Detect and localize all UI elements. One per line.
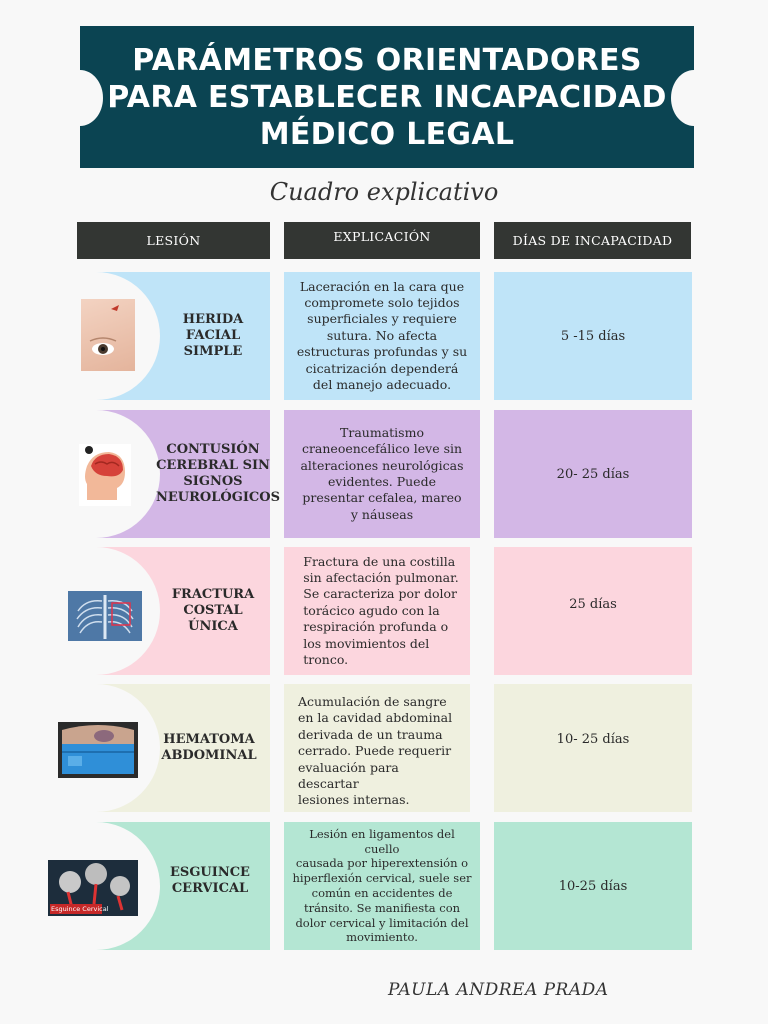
explanation-line: lesiones internas. bbox=[298, 792, 410, 808]
image-caption: Esguince Cervical bbox=[51, 905, 109, 913]
days-cell bbox=[494, 822, 692, 950]
explanation-line: Acumulación de sangre bbox=[298, 694, 447, 709]
explanation-line: común en accidentes de bbox=[311, 886, 453, 900]
lesion-cell bbox=[80, 272, 270, 400]
banner-notch-right bbox=[671, 70, 717, 126]
lesion-name bbox=[160, 732, 258, 764]
lesion-name-line: SIGNOS bbox=[183, 474, 243, 489]
explanation-line: alteraciones neurológicas bbox=[300, 457, 464, 473]
days-cell bbox=[494, 684, 692, 812]
explanation-line: y náuseas bbox=[350, 506, 414, 522]
explanation-line: tránsito. Se manifiesta con bbox=[303, 900, 461, 915]
days-value: 10- 25 días bbox=[556, 732, 630, 747]
lesion-name bbox=[170, 587, 256, 635]
days-cell bbox=[494, 547, 692, 675]
lesion-name-line: SIMPLE bbox=[183, 344, 243, 359]
explanation-line: cerrado. Puede requerir bbox=[298, 743, 452, 759]
explanation-cell bbox=[284, 822, 480, 950]
lesion-name bbox=[170, 312, 256, 360]
chest-xray-image bbox=[68, 591, 142, 641]
explanation-line: torácico agudo con la bbox=[303, 602, 440, 618]
lesion-cell bbox=[80, 410, 280, 538]
explanation-line: causada por hiperextensión o bbox=[295, 856, 469, 871]
explanation-line: estructuras profundas y su bbox=[296, 344, 468, 360]
explanation-line: sutura. No afecta bbox=[326, 327, 438, 343]
days-value: 5 -15 días bbox=[560, 328, 626, 344]
subtitle: Cuadro explicativo bbox=[269, 178, 499, 206]
explanation-line: compromete solo tejidos bbox=[304, 294, 460, 310]
lesion-name-line: FACIAL bbox=[185, 328, 241, 343]
explanation-line: Traumatismo bbox=[340, 424, 424, 440]
explanation-line: los movimientos del bbox=[303, 635, 430, 651]
explanation-line: presentar cefalea, mareo bbox=[302, 490, 462, 506]
face-wound-image bbox=[81, 299, 135, 371]
lesion-name-line: CONTUSIÓN bbox=[166, 442, 260, 457]
explanation-cell bbox=[284, 547, 470, 675]
explanation-line: dolor cervical y limitación del bbox=[295, 915, 469, 930]
explanation-line: Fractura de una costilla bbox=[303, 553, 456, 569]
lesion-name-line: COSTAL bbox=[183, 603, 243, 618]
explanation-line: respiración profunda o bbox=[303, 619, 449, 635]
lesion-name bbox=[164, 865, 256, 897]
explanation-line: hiperflexión cervical, suele ser bbox=[292, 871, 472, 886]
lesion-name-line: HERIDA bbox=[182, 312, 244, 327]
lesion-cell bbox=[80, 547, 270, 675]
banner-notch-left bbox=[57, 70, 103, 126]
title-banner bbox=[80, 26, 694, 168]
explanation-line: cicatrización dependerá bbox=[305, 360, 459, 376]
title-line-1: PARÁMETROS ORIENTADORES bbox=[132, 42, 642, 78]
explanation-line: derivada de un trauma bbox=[298, 726, 443, 742]
lesion-cell bbox=[51, 822, 270, 950]
explanation-cell bbox=[284, 684, 470, 812]
days-value: 20- 25 días bbox=[556, 466, 630, 482]
days-value: 25 días bbox=[569, 597, 617, 612]
cervical-sprain-image bbox=[48, 860, 138, 916]
lesion-name-line: ÚNICA bbox=[188, 619, 238, 634]
explanation-line: Lesión en ligamentos del cuello bbox=[309, 826, 455, 856]
lesion-name-line: NEUROLÓGICOS bbox=[156, 490, 280, 505]
lesion-name-line: CERVICAL bbox=[171, 881, 249, 896]
explanation-line: evidentes. Puede bbox=[328, 474, 436, 489]
explanation-line: en la cavidad abdominal bbox=[298, 710, 453, 726]
lesion-cell bbox=[80, 684, 270, 812]
lesion-name bbox=[156, 442, 280, 506]
author-name: PAULA ANDREA PRADA bbox=[388, 980, 609, 1000]
explanation-line: Laceración en la cara que bbox=[299, 278, 465, 294]
header-dias: DÍAS DE INCAPACIDAD bbox=[494, 222, 691, 259]
header-lesion: LESIÓN bbox=[77, 222, 270, 259]
explanation-line: superficiales y requiere bbox=[307, 311, 457, 327]
lesion-name-line: CEREBRAL SIN bbox=[156, 458, 270, 473]
explanation-line: sin afectación pulmonar. bbox=[303, 569, 459, 585]
header-explicacion: EXPLICACIÓN bbox=[284, 222, 480, 259]
explanation-line: del manejo adecuado. bbox=[312, 377, 452, 393]
explanation-line: craneoencefálico leve sin bbox=[301, 441, 463, 457]
explanation-line: Se caracteriza por dolor bbox=[303, 586, 457, 602]
explanation-line: evaluación para descartar bbox=[298, 759, 399, 792]
days-cell bbox=[494, 410, 692, 538]
lesion-name-line: FRACTURA bbox=[171, 587, 255, 602]
explanation-cell bbox=[284, 410, 480, 538]
days-value: 10-25 días bbox=[558, 878, 628, 894]
lesion-name-line: ABDOMINAL bbox=[161, 748, 257, 763]
brain-head-image bbox=[79, 444, 131, 506]
abdomen-image bbox=[58, 722, 138, 778]
explanation-cell bbox=[284, 272, 480, 400]
title-line-3: MÉDICO LEGAL bbox=[259, 116, 515, 152]
explanation-line: tronco. bbox=[303, 652, 349, 668]
lesion-name-line: HEMATOMA bbox=[163, 732, 255, 747]
days-cell bbox=[494, 272, 692, 400]
explanation-line: movimiento. bbox=[346, 930, 418, 945]
lesion-name-line: ESGUINCE bbox=[170, 865, 250, 880]
title-line-2: PARA ESTABLECER INCAPACIDAD bbox=[107, 79, 667, 115]
